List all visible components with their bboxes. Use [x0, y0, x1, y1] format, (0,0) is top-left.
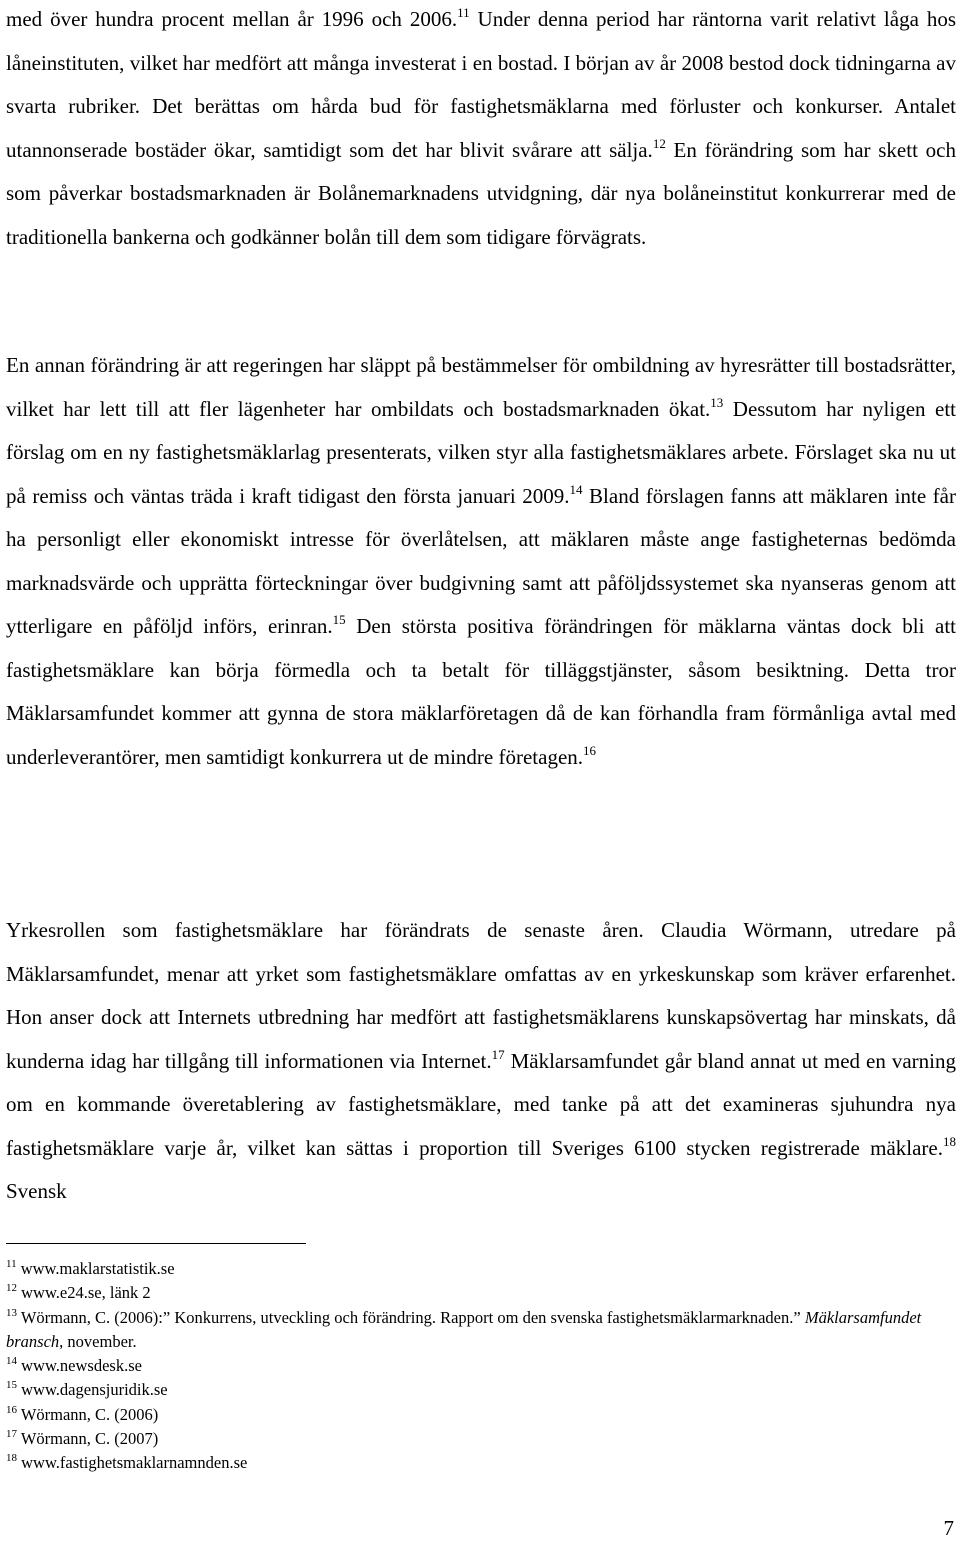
footnote-number: 15: [6, 1379, 17, 1392]
footnote-number: 13: [6, 1306, 17, 1319]
paragraph-text: Bland förslagen fanns att mäklaren inte får ha personligt eller ekonomiskt intresse för överlåtelsen, att mäklaren måste ange fastigheternas bedömda marknadsvärde och upprätta förteckningar över budgivning samt att påföljdssystemet ska nyanseras genom att ytterligare en påföljd införs, erinran.: [6, 483, 956, 638]
footnote-italic: Mäklarsamfundet bransch: [6, 1307, 922, 1351]
footnote-number: 11: [6, 1258, 17, 1270]
paragraph-text: En förändring som har skett och som påverkar bostadsmarknaden är Bolånemarknadens utvidgning, där nya bolåneinstitut konkurrerar med de traditionella bankerna och godkänner bolån till dem som tidigare förvägrats.: [6, 137, 956, 249]
footnote-reference: 12: [652, 135, 666, 151]
footnote-number: 14: [6, 1355, 17, 1368]
footnote-item: [6, 1306, 956, 1355]
footnote-text: www.e24.se, länk 2: [17, 1283, 151, 1303]
footnote-reference: 17: [491, 1046, 505, 1062]
footnote-item: [6, 1403, 956, 1427]
footnote-item: [6, 1354, 956, 1378]
footnote-item: [6, 1451, 956, 1475]
footnote-text: Wörmann, C. (2006): [17, 1404, 159, 1424]
footnote-reference: 18: [943, 1133, 956, 1149]
body-paragraph-1: [6, 0, 956, 259]
paragraph-text: Svensk: [6, 1179, 67, 1203]
footnote-list: [6, 1257, 956, 1476]
footnote-reference: 11: [457, 5, 470, 20]
footnote-number: 17: [6, 1428, 17, 1441]
paragraph-text: Under denna period har räntorna varit relativt låga hos låneinstituten, vilket har medfört att många investerat i en bostad. I början av år 2008 bestod dock tidningarna av svarta rubriker. Det berättas om hårda bud för fastighetsmäklarna med förluster och konkurser. Antalet utannonserade bostäder ökar, samtidigt som det har blivit svårare att sälja.: [6, 7, 956, 162]
footnote-number: 16: [6, 1403, 17, 1416]
footnote-text: www.maklarstatistik.se: [16, 1259, 175, 1278]
paragraph-text: med över hundra procent mellan år 1996 och 2006.: [6, 7, 458, 31]
footnote-item: [6, 1281, 956, 1305]
footnote-reference: 16: [583, 742, 597, 758]
footnote-number: 12: [6, 1282, 17, 1295]
paragraph-text: Yrkesrollen som fastighetsmäklare har förändrats de senaste åren. Claudia Wörmann, utredare på Mäklarsamfundet, menar att yrket som fastighetsmäklare omfattas av en yrkeskunskap som kräver erfarenhet. Hon anser dock att Internets utbredning har medfört att fastighetsmäklarens kunskapsövertag har minskats, då kunderna idag har tillgång till informationen via Internet.: [6, 918, 956, 1073]
paragraph-text: Den största positiva förändringen för mäklarna väntas dock bli att fastighetsmäklare kan börja förmedla och ta betalt för tilläggstjänster, såsom besiktning. Detta tror Mäklarsamfundet kommer att gynna de stora mäklarföretagen då de kan förhandla fram förmånliga avtal med underleverantörer, men samtidigt konkurrera ut de mindre företagen.: [6, 614, 956, 769]
footnote-text: Wörmann, C. (2007): [17, 1429, 159, 1449]
footnote-text: www.dagensjuridik.se: [17, 1380, 168, 1400]
paragraph-text: En annan förändring är att regeringen har släppt på bestämmelser för ombildning av hyresrätter till bostadsrätter, vilket har lett till att fler lägenheter har ombildats och bostadsmarknaden ökat.: [6, 353, 956, 421]
page-number: 7: [943, 1516, 954, 1540]
footnote-text: www.newsdesk.se: [17, 1356, 142, 1376]
paragraph-text: Dessutom har nyligen ett förslag om en ny fastighetsmäklarlag presenterats, vilken styr alla fastighetsmäklares arbete. Förslaget ska nu ut på remiss och väntas träda i kraft tidigast den första januari 2009.: [6, 396, 956, 508]
footnote-text: Wörmann, C. (2006):” Konkurrens, utveckling och förändring. Rapport om den svenska fastighetsmäklarmarknaden.”: [17, 1307, 805, 1327]
footnote-separator: [6, 1243, 306, 1244]
footnote-text: www.fastighetsmaklarnamnden.se: [17, 1453, 248, 1473]
footnote-item: [6, 1257, 956, 1281]
body-paragraph-3: [6, 909, 956, 1214]
footnote-reference: 13: [710, 394, 724, 410]
footnote-number: 18: [6, 1452, 17, 1465]
body-paragraph-2: [6, 344, 956, 779]
footnote-text: , november.: [59, 1331, 137, 1351]
paragraph-text: Mäklarsamfundet går bland annat ut med en varning om en kommande överetablering av fastighetsmäklare, med tanke på att det examineras sjuhundra nya fastighetsmäklare varje år, vilket kan sättas i proportion till Sveriges 6100 stycken registrerade mäklare.: [6, 1048, 956, 1160]
footnote-reference: 15: [332, 612, 346, 627]
footnote-reference: 14: [569, 481, 583, 497]
footnote-item: [6, 1378, 956, 1402]
footnote-item: [6, 1427, 956, 1451]
